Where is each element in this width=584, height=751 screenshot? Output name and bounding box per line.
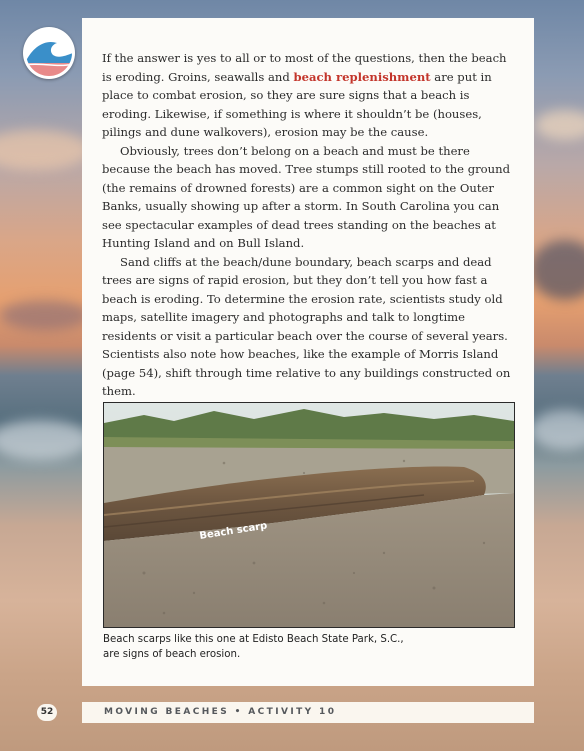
beach-scarp-photo (103, 402, 515, 628)
page-number: 52 (37, 704, 57, 721)
footer-title: MOVING BEACHES • ACTIVITY 10 (104, 707, 337, 717)
paragraph-3: Sand cliffs at the beach/dune boundary, beach scarps and dead trees are signs of rapid erosion, but they don’t tell you how fast a beach is eroding. To determine the erosion rate, scientists study old maps, satellite imagery and photographs and talk to longtime residents or visit a particular beach over the course of several years. Scientists also note how beaches, like the example of Morris Island (page 54), shift through time relative to any buildings constructed on them. (102, 254, 511, 398)
background-cloud (0, 300, 90, 330)
background-sea-foam (530, 410, 584, 450)
background-cloud (530, 240, 584, 300)
background-cloud (535, 110, 584, 140)
article-body (102, 49, 514, 401)
highlight-term: beach replenishment (293, 69, 431, 84)
content-panel (82, 18, 534, 686)
paragraph-2: Obviously, trees don’t belong on a beach and must be there because the beach has moved. Tree stumps still rooted to the ground (the remains of drowned forests) are a common sight on the Outer Banks, usually showing up after a storm. In South Carolina you can see spectacular examples of dead trees standing on the beaches at Hunting Island and on Bull Island. (102, 143, 511, 250)
paragraph-1 (102, 49, 514, 142)
background-sea-foam (0, 420, 90, 460)
photo-caption (103, 632, 513, 662)
caption-line-1: Beach scarps like this one at Edisto Beach State Park, S.C., (103, 634, 404, 645)
footer-bar (82, 702, 534, 723)
wave-logo-icon (23, 27, 75, 79)
paragraph-1-text-end: are put in place to combat erosion, so they are sure signs that a beach is eroding. Likewise, if something is where it shouldn’t be (houses, pilings and dune walkovers), erosion may be the cause. (102, 69, 492, 139)
background-cloud (0, 130, 90, 170)
caption-line-2: are signs of beach erosion. (103, 649, 241, 660)
paragraph-1-text-start: If the answer is yes to all or to most of the questions, then the beach is eroding. Groins, seawalls and (102, 51, 507, 84)
beach-scarp-label: Beach scarp (198, 520, 269, 542)
